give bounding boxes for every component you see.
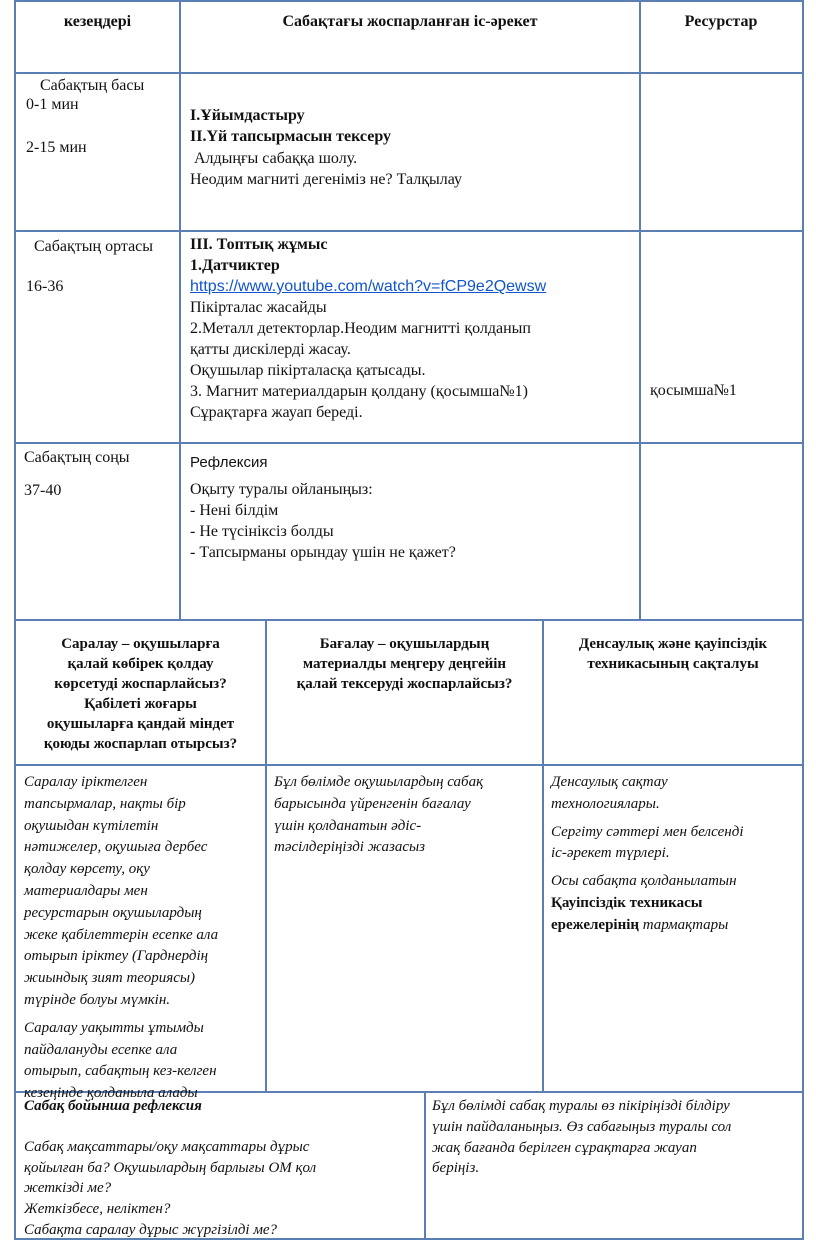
end-line-3: - Не түсініксіз болды — [190, 523, 334, 540]
middle-line-3: қатты дискілерді жасау. — [190, 341, 351, 358]
stage-start-label: Сабақтың басы — [40, 77, 145, 94]
differentiation-header: Саралау – оқушыларға қалай көбірек қолдау көрсетуді жоспарлайсыз? Қабілеті жоғары оқушыларға қандай міндет қоюды жоспарлап отырсыз? — [43, 636, 238, 752]
end-line-4: - Тапсырманы орындау үшін не қажет? — [190, 544, 456, 561]
stage-start-time-2: 2-15 мин — [26, 139, 87, 156]
end-line-1: Оқыту туралы ойланыңыз: — [190, 481, 373, 498]
assessment-text: Бұл бөлімде оқушылардың сабақ барысында үйренгенін бағалау үшін қолданатын әдіс- тәсілдеріңізді жазасыз — [274, 774, 484, 856]
stage-start-time-1: 0-1 мин — [26, 96, 79, 113]
middle-line-2: 2.Металл детекторлар.Неодим магнитті қолданып — [190, 320, 531, 337]
middle-line-4: Оқушылар пікірталасқа қатысады. — [190, 362, 426, 379]
reflection-instructions: Бұл бөлімді сабақ туралы өз пікіріңізді білдіру үшін пайдаланыңыз. Өз сабағыңыз туралы сол жақ бағанда берілген сұрақтарға жауап беріңіз. — [432, 1098, 732, 1177]
health-safety-header: Денсаулық және қауіпсіздік техникасының сақталуы — [578, 636, 768, 672]
lesson-reflection-block: Сабақ бойынша рефлексия Сабақ мақсаттары/оқу мақсаттары дұрыс қойылған ба? Оқушылардың барлығы ОМ қол жеткізді ме? Жеткізбесе, неліктен? Сабақта саралау дұрыс жүргізілді ме? — [24, 1096, 422, 1241]
stage-end-label: Сабақтың соңы — [24, 449, 130, 466]
group-work-heading: ІІІ. Топтық жұмыс — [190, 236, 328, 253]
stage-middle-label: Сабақтың ортасы — [34, 238, 154, 255]
stage-middle-time: 16-36 — [26, 278, 64, 295]
header-stages: кезеңдері — [63, 13, 132, 30]
previous-lesson-review: Алдыңғы сабаққа шолу. — [190, 150, 358, 167]
assessment-header: Бағалау – оқушылардың материалды меңгеру деңгейін қалай тексеруді жоспарлайсыз? — [296, 636, 513, 692]
lesson-reflection-title: Сабақ бойынша рефлексия — [24, 1098, 202, 1114]
youtube-link[interactable]: https://www.youtube.com/watch?v=fCP9e2Qewsw — [190, 278, 547, 295]
middle-line-6: Сұрақтарға жауап береді. — [190, 404, 363, 421]
middle-line-1: Пікірталас жасайды — [190, 299, 327, 316]
health-safety-text: Денсаулық сақтау технологиялары. Сергіту сәттері мен белсенді іс-әрекет түрлері. Осы сабақта қолданылатын Қауіпсіздік техникасы ережелерінің тармақтары — [551, 774, 744, 933]
middle-line-5: 3. Магнит материалдарын қолдану (қосымша№1) — [190, 383, 528, 400]
organization-step: І.Ұйымдастыру — [190, 107, 305, 124]
end-line-2: - Нені білдім — [190, 502, 279, 519]
appendix-resource: қосымша№1 — [650, 382, 737, 399]
reflection-heading: Рефлексия — [190, 454, 268, 471]
neodymium-discussion: Неодим магниті дегеніміз не? Талқылау — [190, 171, 463, 188]
homework-check-step: ІІ.Үй тапсырмасын тексеру — [190, 128, 392, 145]
header-planned-activity: Сабақтағы жоспарланған іс-әрекет — [282, 13, 538, 30]
sensors-heading: 1.Датчиктер — [190, 257, 280, 274]
differentiation-text: Саралау іріктелген тапсырмалар, нақты бір оқушыдан күтілетін нәтижелер, оқушыға дербес қолдау көрсету, оқу материалдары мен ресурстарын оқушылардың жеке қабілеттерін есепке ала отырып іріктеу (Гарднердің жиындық зият теориясы) түрінде болуы мүмкін. Саралау уақытты ұтымды пайдалануды есепке ала отырып, сабақтың кез-келген кезеңінде қолданыла алады — [24, 774, 219, 1102]
header-resources: Ресурстар — [684, 13, 758, 30]
stage-end-time: 37-40 — [24, 482, 62, 499]
